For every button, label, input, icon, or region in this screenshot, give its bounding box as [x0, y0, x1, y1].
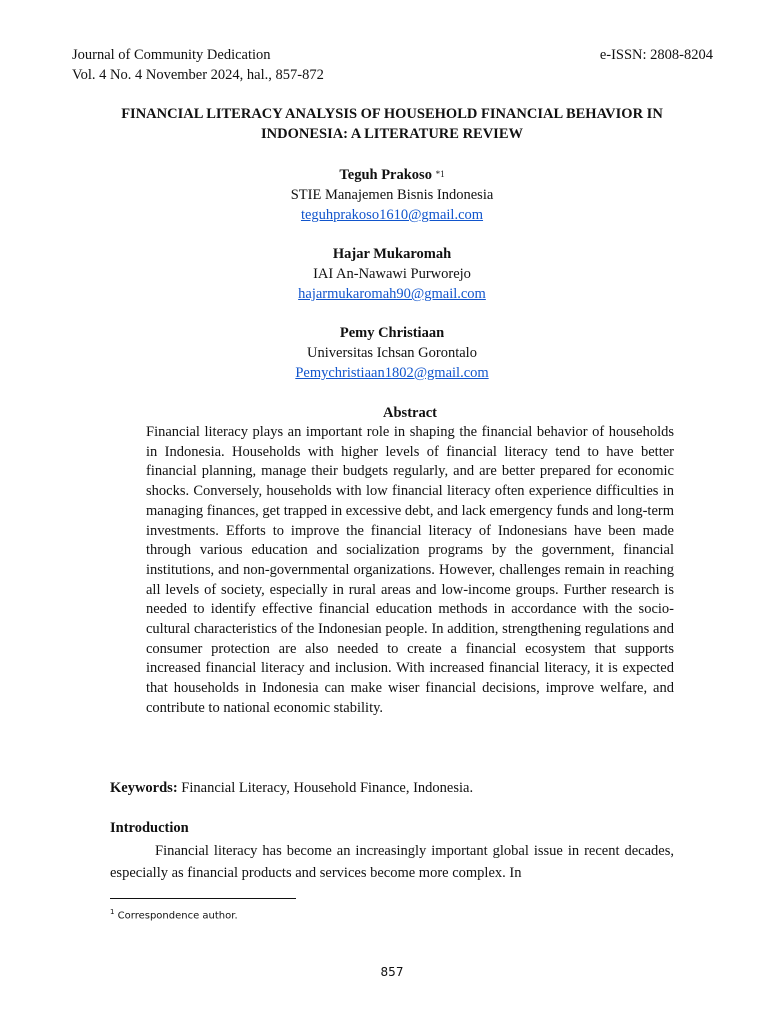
- author-block-2: [0, 244, 768, 304]
- abstract-heading: Abstract: [383, 405, 437, 421]
- keywords-label: Keywords:: [110, 780, 178, 796]
- footnote-divider: [110, 898, 296, 899]
- footnote: [110, 905, 238, 923]
- introduction-text: Financial literacy has become an increasingly important global issue in recent decades, especially as financial products and services become more complex. In: [110, 843, 674, 881]
- footnote-mark: 1: [110, 908, 115, 916]
- keywords-text: Financial Literacy, Household Finance, Indonesia.: [181, 780, 474, 796]
- keywords: [110, 778, 473, 798]
- paper-title: FINANCIAL LITERACY ANALYSIS OF HOUSEHOLD FINANCIAL BEHAVIOR IN INDONESIA: A LITERATURE REVIEW: [121, 106, 663, 142]
- author-email-link[interactable]: teguhprakoso1610@gmail.com: [300, 207, 484, 223]
- author-email-link[interactable]: hajarmukaromah90@gmail.com: [298, 286, 486, 302]
- author-mark: *1: [435, 169, 445, 179]
- page-number: 857: [380, 965, 404, 979]
- author-affiliation: IAI An-Nawawi Purworejo: [313, 266, 471, 282]
- author-name: Pemy Christiaan: [339, 325, 445, 341]
- author-affiliation: Universitas Ichsan Gorontalo: [307, 345, 477, 361]
- author-block-1: [0, 165, 768, 225]
- author-affiliation: STIE Manajemen Bisnis Indonesia: [290, 187, 494, 203]
- issn: e-ISSN: 2808-8204: [599, 47, 713, 63]
- journal-volume: Vol. 4 No. 4 November 2024, hal., 857-872: [72, 67, 324, 83]
- journal-name: Journal of Community Dedication: [72, 47, 271, 63]
- journal-header: [72, 45, 324, 85]
- author-email-link[interactable]: Pemychristiaan1802@gmail.com: [295, 365, 489, 381]
- footnote-text: Correspondence author.: [117, 910, 238, 922]
- author-block-3: [0, 323, 768, 383]
- author-name: Hajar Mukaromah: [332, 246, 452, 262]
- abstract-text: Financial literacy plays an important role in shaping the financial behavior of households in Indonesia. Households with higher levels of financial literacy tend to have better financial planning, manage their budgets regularly, and are better prepared for economic shocks. Conversely, households with low financial literacy often experience difficulties in managing finances, get trapped in excessive debt, and lack emergency funds and long-term investments. Efforts to improve the financial literacy of Indonesians have been made through various education and socialization programs by the government, financial institutions, and non-governmental organizations. However, challenges remain in reaching all levels of society, especially in rural areas and low-income groups. Further research is needed to identify effective financial education methods in accordance with the socio-cultural characteristics of the Indonesian people. In addition, strengthening regulations and consumer protection are also needed to create a financial ecosystem that supports increased financial literacy and inclusion. With increased financial literacy, it is expected that households in Indonesia can make wiser financial decisions, improve welfare, and contribute to national economic stability.: [146, 424, 674, 716]
- author-name: Teguh Prakoso: [339, 167, 432, 183]
- introduction-heading: Introduction: [110, 820, 189, 836]
